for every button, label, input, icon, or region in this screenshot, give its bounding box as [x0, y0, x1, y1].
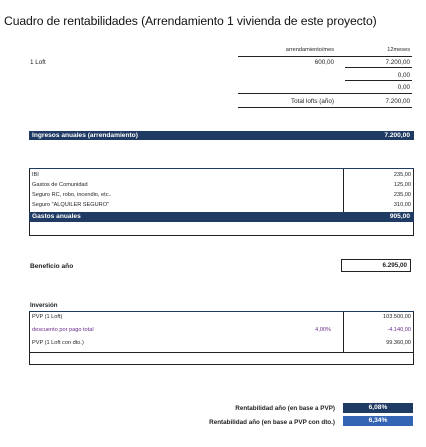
loft-yearly: 7.200,00 — [385, 59, 410, 66]
gasto-value-1: 125,00 — [393, 182, 411, 188]
gastos-value-separator — [343, 169, 344, 212]
total-lofts-value: 7.200,00 — [385, 98, 410, 105]
inversion-label-0: PVP (1 Loft) — [32, 314, 63, 320]
gastos-total-value: 905,00 — [389, 213, 410, 220]
gasto-label-2: Seguro RC, robo, incendio, etc.. — [32, 192, 112, 198]
inversion-bottom-rule — [29, 352, 414, 353]
inversion-value-2: 99.360,00 — [386, 340, 411, 346]
inversion-value-0: 103.500,00 — [383, 314, 411, 320]
page-title: Cuadro de rentabilidades (Arrendamiento 1 vivienda de este proyecto) — [4, 14, 377, 28]
extra-row-2: 0,00 — [397, 84, 410, 91]
total-lofts-label: Total lofts (año) — [290, 98, 334, 105]
gasto-label-3: Seguro "ALQUILER SEGURO" — [32, 202, 110, 208]
inversion-value-separator — [343, 312, 344, 352]
extra-row-1: 0,00 — [397, 72, 410, 79]
gastos-top-rule — [29, 168, 414, 169]
header-underline — [238, 56, 412, 57]
loft-monthly: 600,00 — [314, 59, 334, 66]
rentabilidad-value-0: 6,08% — [343, 403, 413, 413]
beneficio-value: 6.295,00 — [382, 262, 407, 269]
gasto-label-1: Gastos de Comunidad — [32, 182, 88, 188]
ingresos-label: Ingresos anuales (arrendamiento) — [32, 132, 138, 139]
inversion-label-2: PVP (1 Loft con dto.) — [32, 340, 84, 346]
gasto-value-0: 235,00 — [393, 172, 411, 178]
rentabilidad-value-1: 6,34% — [343, 416, 413, 426]
gasto-label-0: IBI — [32, 172, 39, 178]
extra-underline-1 — [345, 80, 412, 81]
loft-label: 1 Loft — [30, 59, 46, 66]
extra-underline-2 — [238, 93, 412, 94]
gastos-total-band — [29, 212, 414, 222]
ingresos-value: 7.200,00 — [384, 132, 410, 139]
yearly-underline — [345, 67, 412, 68]
header-monthly: arrendamiento/mes — [285, 47, 334, 53]
gasto-value-3: 310,00 — [393, 202, 411, 208]
rentabilidad-label-1: Rentabilidad año (en base a PVP con dto.) — [209, 419, 335, 426]
inversion-pct-1: 4,00% — [315, 327, 331, 333]
ingresos-band — [29, 131, 414, 140]
inversion-heading: Inversión — [30, 302, 58, 309]
total-lofts-underline — [238, 107, 412, 108]
inversion-label-1: descuento por pago total — [32, 327, 94, 333]
inversion-value-1: -4.140,00 — [387, 327, 411, 333]
inversion-top-rule — [29, 311, 414, 312]
gastos-total-label: Gastos anuales — [32, 213, 81, 220]
gasto-value-2: 235,00 — [393, 192, 411, 198]
beneficio-label: Beneficio año — [30, 263, 74, 270]
rentabilidad-label-0: Rentabilidad año (en base a PVP) — [235, 405, 335, 412]
header-yearly: 12meses — [387, 47, 410, 53]
